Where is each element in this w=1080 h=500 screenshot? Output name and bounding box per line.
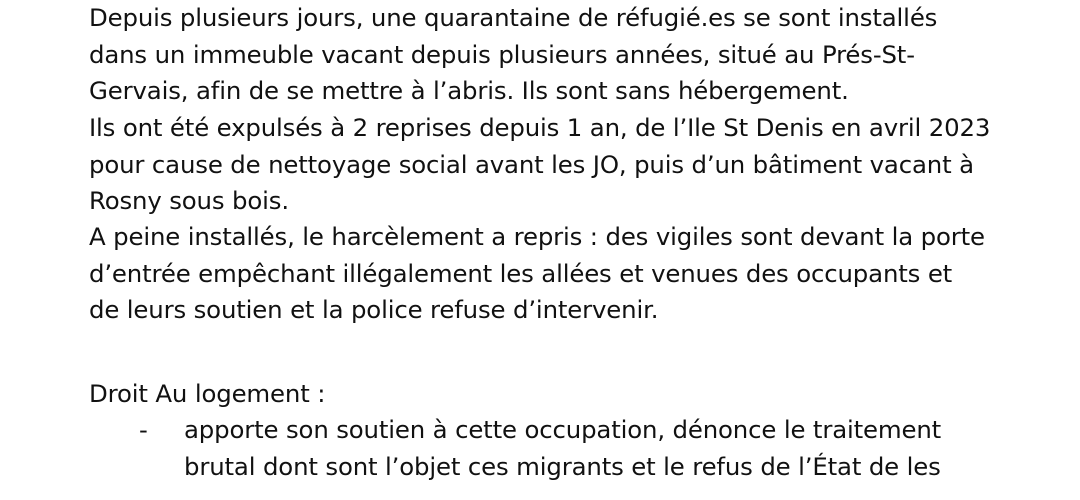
text-line: A peine installés, le harcèlement a repris : des vigiles sont devant la porte xyxy=(89,222,985,251)
text-line: Depuis plusieurs jours, une quarantaine de réfugié.es se sont installés xyxy=(89,3,938,32)
text-line: d’entrée empêchant illégalement les allées et venues des occupants et xyxy=(89,258,953,288)
text-line: Rosny sous bois. xyxy=(89,186,289,215)
paragraph-expulsions xyxy=(89,110,1069,220)
paragraph-intro xyxy=(89,0,1069,110)
text-line: pour cause de nettoyage social avant les JO, puis d’un bâtiment vacant à xyxy=(89,149,974,179)
text-line: de leurs soutien et la police refuse d’intervenir. xyxy=(89,295,659,324)
dash-bullet-icon: - xyxy=(139,415,148,444)
paragraph-harassment xyxy=(89,219,1069,329)
text-line: dans un immeuble vacant depuis plusieurs années, situé au Prés-St- xyxy=(89,39,915,69)
list-item-text xyxy=(184,412,1064,485)
text-line: Gervais, afin de se mettre à l’abris. Ils sont sans hébergement. xyxy=(89,76,849,105)
text-line: apporte son soutien à cette occupation, dénonce le traitement xyxy=(184,415,942,444)
text-line: Ils ont été expulsés à 2 reprises depuis 1 an, de l’Ile St Denis en avril 2023 xyxy=(89,113,991,142)
text-line: brutal dont sont l’objet ces migrants et le refus de l’État de les xyxy=(184,451,941,481)
paragraph-dal-heading xyxy=(89,376,1069,413)
text-line: Droit Au logement : xyxy=(89,379,326,408)
